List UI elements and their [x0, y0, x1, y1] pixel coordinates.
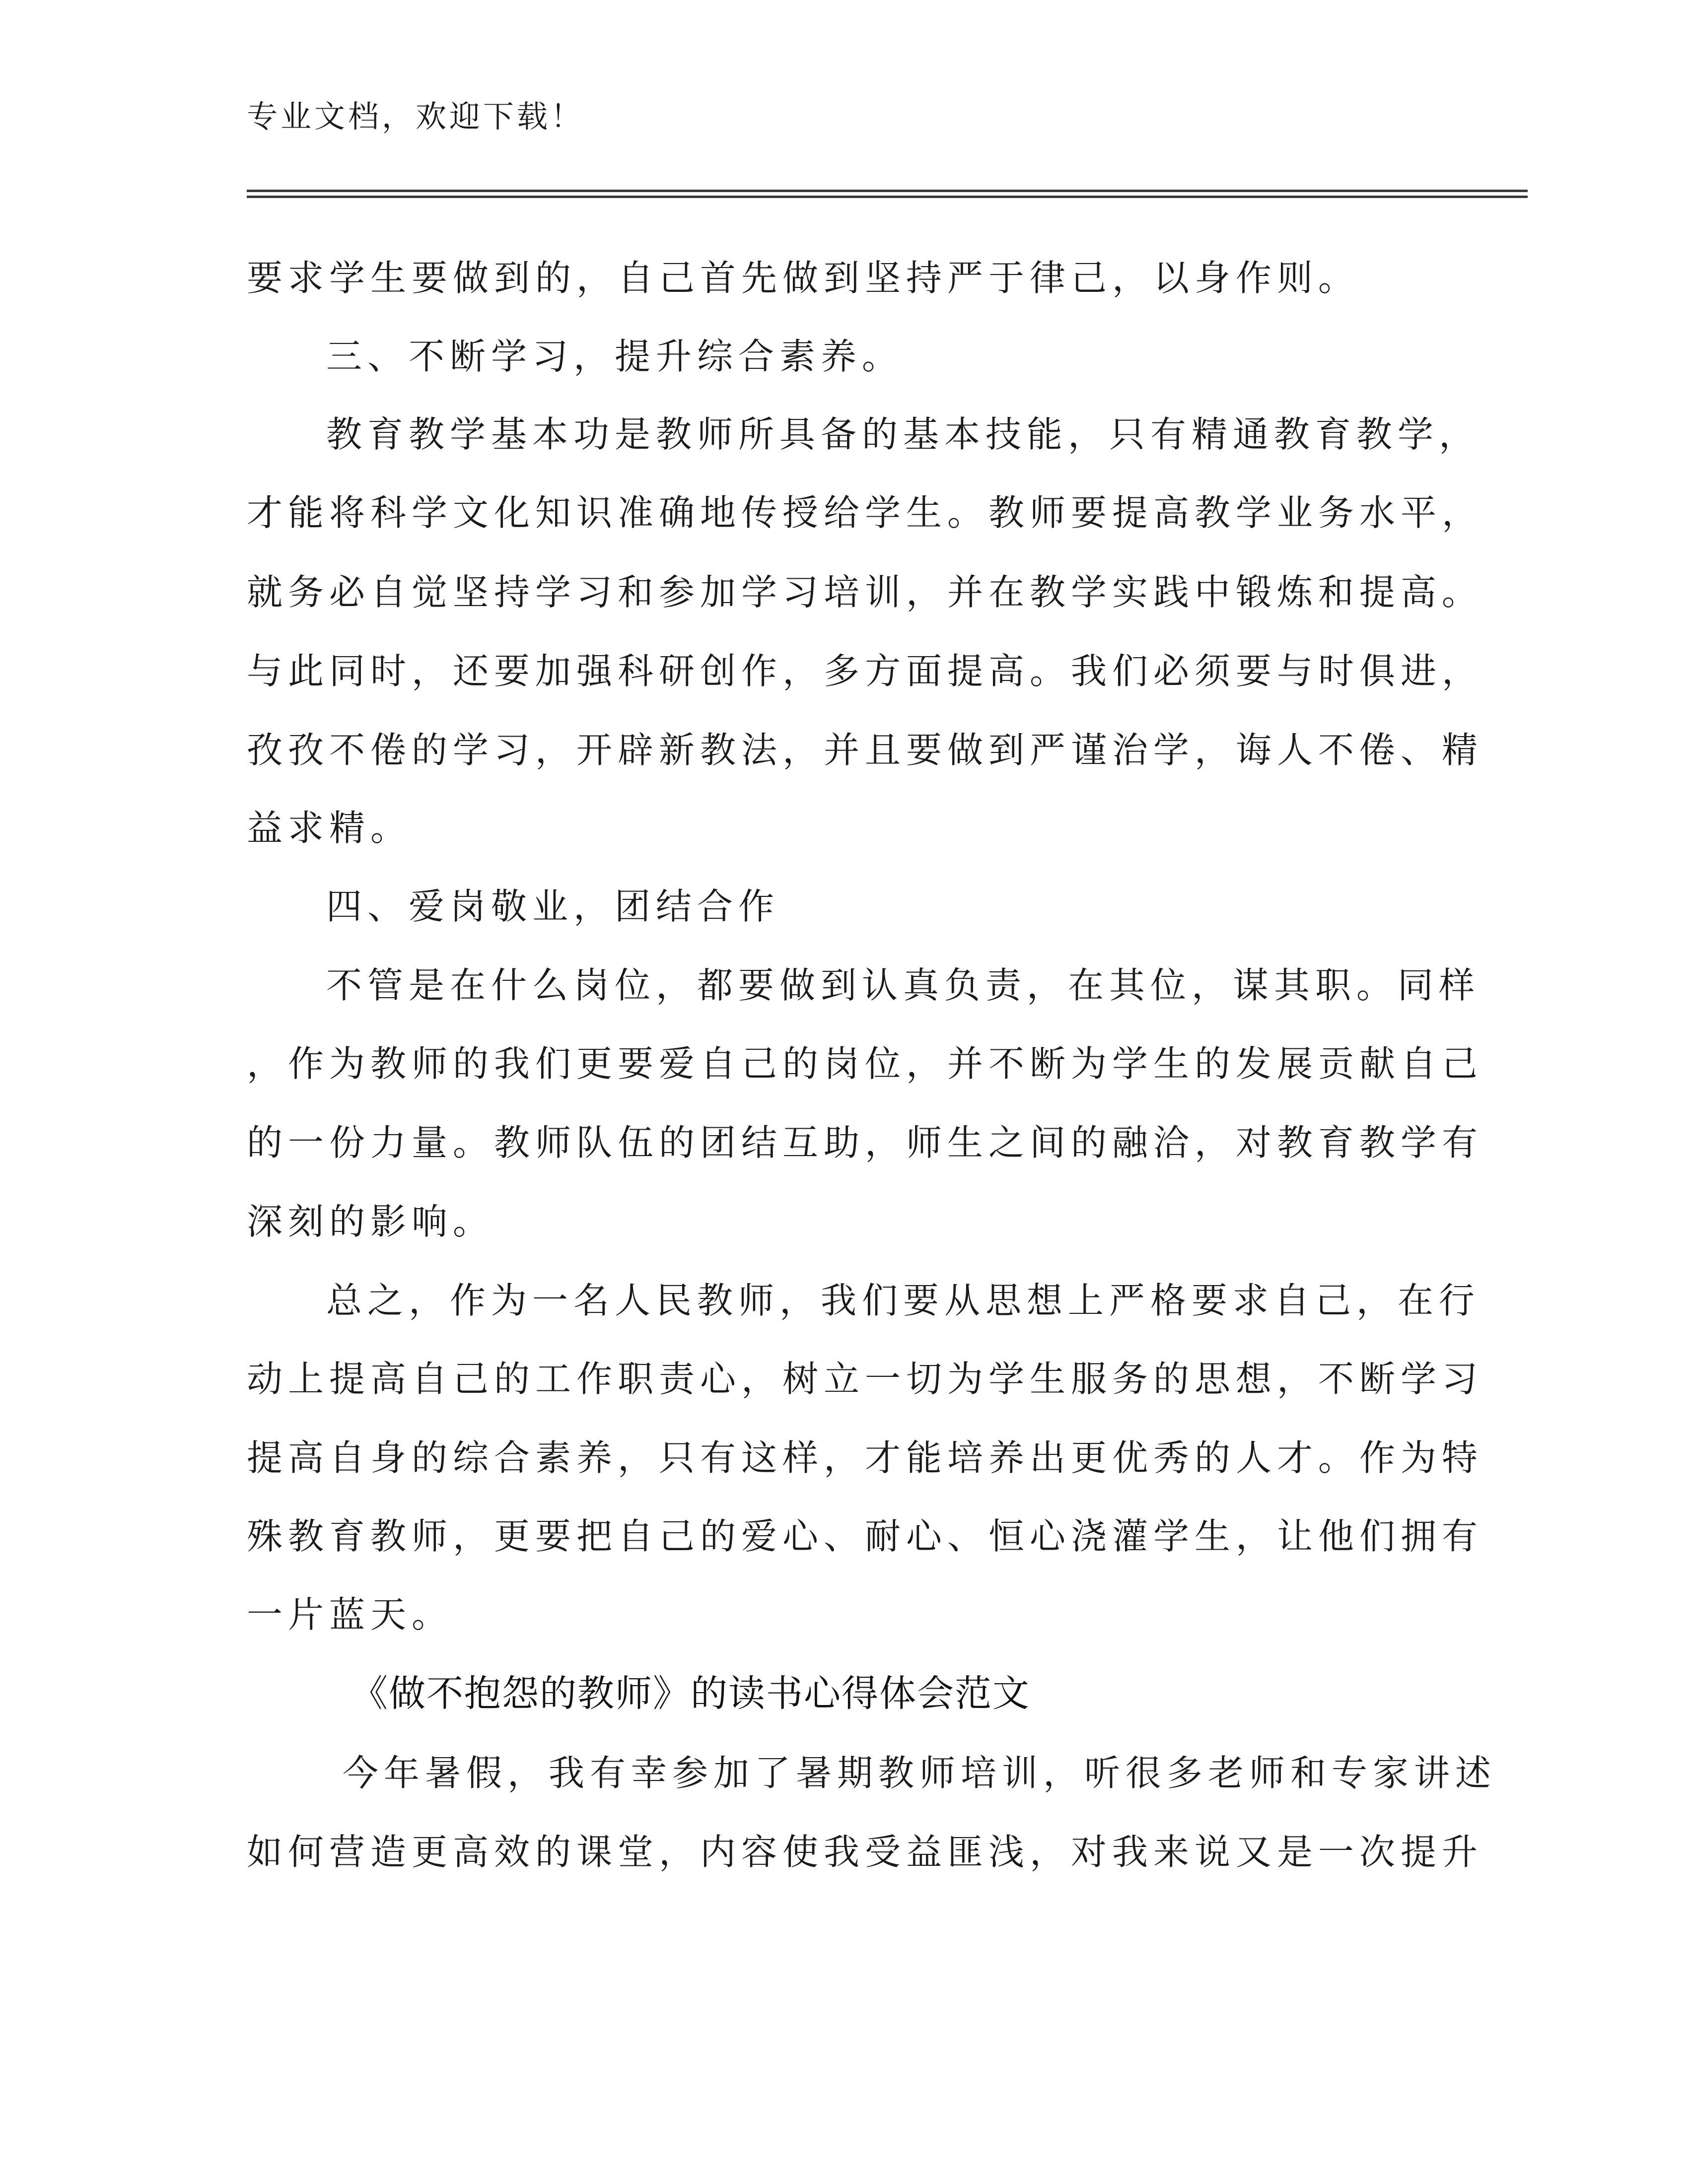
body-line: 与此同时，还要加强科研创作，多方面提高。我们必须要与时俱进，	[247, 650, 1483, 692]
body-line: 教育教学基本功是教师所具备的基本技能，只有精通教育教学，	[326, 413, 1480, 455]
body-line: 深刻的影响。	[247, 1201, 494, 1242]
section-heading: 四、爱岗敬业，团结合作	[326, 886, 780, 927]
body-line: 就务必自觉坚持学习和参加学习培训，并在教学实践中锻炼和提高。	[247, 571, 1483, 613]
body-line: 一片蓝天。	[247, 1594, 453, 1636]
body-line: 孜孜不倦的学习，开辟新教法，并且要做到严谨治学，诲人不倦、精	[247, 729, 1483, 771]
header-text: 专业文档，欢迎下载！	[247, 98, 585, 135]
header-rule-top	[247, 190, 1528, 192]
body-line: 的一份力量。教师队伍的团结互助，师生之间的融洽，对教育教学有	[247, 1122, 1483, 1163]
article-line: 如何营造更高效的课堂，内容使我受益匪浅，对我来说又是一次提升	[247, 1831, 1483, 1873]
body-line: 动上提高自己的工作职责心，树立一切为学生服务的思想，不断学习	[247, 1358, 1483, 1400]
body-line: 不管是在什么岗位，都要做到认真负责，在其位，谋其职。同样	[326, 964, 1480, 1006]
body-line: 总之，作为一名人民教师，我们要从思想上严格要求自己，在行	[326, 1280, 1480, 1321]
body-line: ，作为教师的我们更要爱自己的岗位，并不断为学生的发展贡献自己	[247, 1043, 1483, 1085]
article-line: 今年暑假，我有幸参加了暑期教师培训，听很多老师和专家讲述	[343, 1752, 1497, 1794]
body-line: 要求学生要做到的，自己首先做到坚持严于律己，以身作则。	[247, 257, 1360, 299]
body-line: 益求精。	[247, 807, 412, 849]
body-line: 殊教育教师，更要把自己的爱心、耐心、恒心浇灌学生，让他们拥有	[247, 1515, 1483, 1557]
body-line: 才能将科学文化知识准确地传授给学生。教师要提高教学业务水平，	[247, 492, 1483, 534]
header-rule-bottom	[247, 196, 1528, 198]
article-title: 《做不抱怨的教师》的读书心得体会范文	[351, 1672, 1030, 1715]
body-line: 提高自身的综合素养，只有这样，才能培养出更优秀的人才。作为特	[247, 1437, 1483, 1479]
section-heading: 三、不断学习，提升综合素养。	[326, 336, 904, 377]
